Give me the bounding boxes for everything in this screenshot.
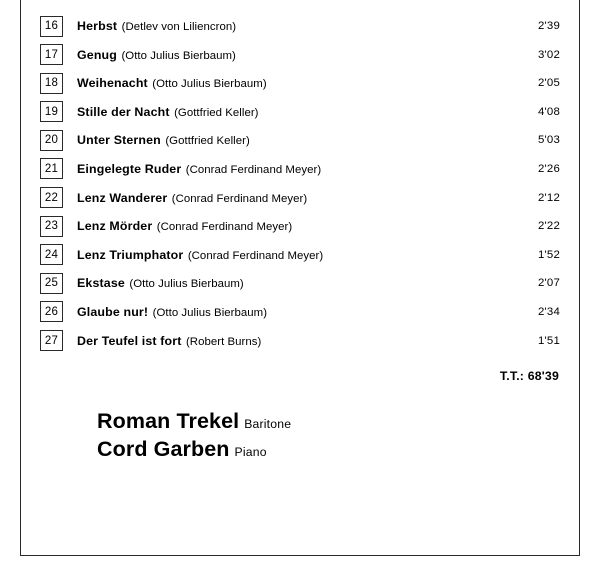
- track-duration: 2'05: [538, 77, 560, 90]
- track-duration: 2'39: [538, 20, 560, 32]
- track-title: Lenz Mörder: [77, 219, 153, 234]
- track-number: 21: [40, 158, 63, 179]
- track-row: [40, 43, 560, 67]
- track-row: [40, 329, 560, 353]
- track-number: 24: [40, 244, 63, 265]
- track-title-wrap: [77, 160, 512, 178]
- track-author: (Gottfried Keller): [165, 135, 250, 148]
- track-row: [40, 14, 560, 38]
- track-author: (Conrad Ferdinand Meyer): [187, 249, 324, 262]
- track-row: [40, 214, 560, 238]
- performer-row: [97, 409, 560, 434]
- tracklist-content: [40, 14, 560, 465]
- performer-role: Piano: [234, 444, 267, 459]
- track-title-wrap: [77, 217, 512, 235]
- track-title: Glaube nur!: [77, 304, 149, 319]
- track-row: [40, 100, 560, 124]
- track-number: 25: [40, 273, 63, 294]
- track-author: (Robert Burns): [185, 335, 262, 348]
- track-row: [40, 71, 560, 95]
- track-number: 22: [40, 187, 63, 208]
- track-author: (Gottfried Keller): [174, 106, 259, 119]
- track-title-wrap: [77, 74, 512, 92]
- track-author: (Conrad Ferdinand Meyer): [156, 221, 293, 234]
- track-number: 16: [40, 16, 63, 37]
- track-row: [40, 128, 560, 152]
- track-duration: 2'26: [538, 162, 560, 175]
- track-title: Unter Sternen: [77, 133, 161, 148]
- performers-block: [97, 409, 560, 462]
- total-time: T.T.: 68'39: [499, 368, 559, 383]
- track-duration: 1'51: [538, 334, 560, 347]
- track-author: (Otto Julius Bierbaum): [152, 78, 267, 91]
- track-row: [40, 157, 560, 181]
- track-number: 17: [40, 44, 63, 65]
- track-duration: 4'08: [538, 105, 560, 118]
- track-number: 23: [40, 216, 63, 237]
- track-row: [40, 186, 560, 210]
- track-author: (Conrad Ferdinand Meyer): [185, 163, 322, 176]
- track-number: 20: [40, 130, 63, 151]
- track-number: 18: [40, 73, 63, 94]
- track-title: Stille der Nacht: [77, 104, 170, 119]
- track-row: [40, 243, 560, 267]
- track-title-wrap: [77, 332, 512, 350]
- track-title-wrap: [77, 274, 512, 292]
- track-author: (Conrad Ferdinand Meyer): [171, 192, 308, 205]
- performer-name: Cord Garben: [97, 436, 230, 461]
- track-title-wrap: [77, 103, 512, 121]
- track-duration: 2'07: [538, 277, 560, 290]
- track-duration: 1'52: [538, 248, 560, 261]
- track-title: Eingelegte Ruder: [77, 161, 182, 176]
- track-title: Lenz Wanderer: [77, 190, 168, 205]
- track-title-wrap: [77, 46, 512, 64]
- track-title-wrap: [77, 131, 512, 149]
- track-title-wrap: [77, 246, 512, 264]
- track-title: Herbst: [77, 19, 118, 33]
- performer-name: Roman Trekel: [97, 408, 240, 433]
- track-title-wrap: [77, 303, 512, 321]
- track-author: (Otto Julius Bierbaum): [121, 49, 236, 62]
- track-title-wrap: [77, 189, 512, 207]
- track-duration: 5'03: [538, 134, 560, 147]
- track-author: (Detlev von Liliencron): [121, 21, 237, 33]
- track-number: 19: [40, 101, 63, 122]
- track-title: Ekstase: [77, 276, 125, 291]
- track-title: Der Teufel ist fort: [77, 333, 182, 348]
- track-row: [40, 300, 560, 324]
- track-author: (Otto Julius Bierbaum): [129, 278, 244, 291]
- track-title-wrap: [77, 17, 512, 35]
- track-duration: 2'34: [538, 305, 560, 318]
- track-title: Lenz Triumphator: [77, 247, 184, 262]
- performer-role: Baritone: [244, 416, 292, 431]
- performer-row: [97, 437, 560, 462]
- track-title: Genug: [77, 47, 117, 62]
- track-duration: 3'02: [538, 48, 560, 61]
- track-duration: 2'12: [538, 191, 560, 204]
- track-row: [40, 271, 560, 295]
- track-duration: 2'22: [538, 220, 560, 233]
- track-author: (Otto Julius Bierbaum): [152, 306, 268, 319]
- track-number: 27: [40, 330, 63, 351]
- track-title: Weihenacht: [77, 76, 148, 91]
- track-number: 26: [40, 301, 63, 322]
